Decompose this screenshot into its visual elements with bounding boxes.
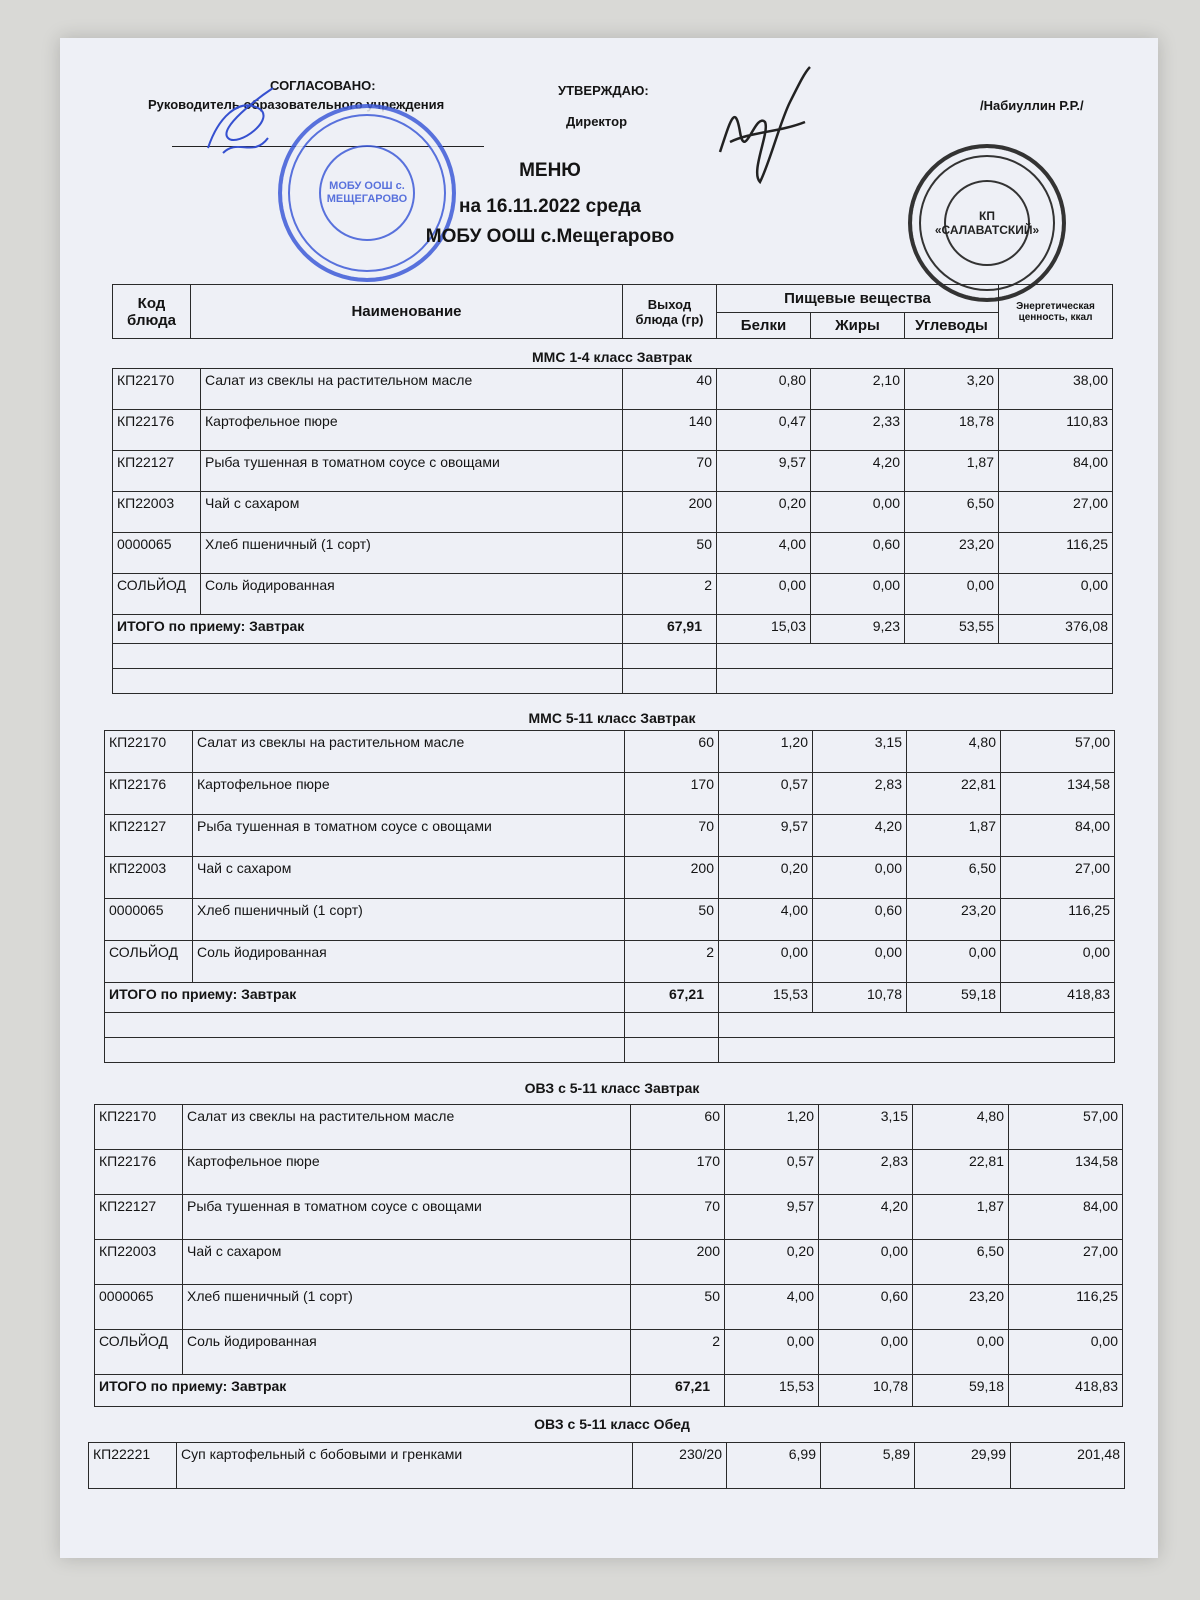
- col-energy: Энергетическая ценность, ккал: [999, 285, 1113, 339]
- menu-sheet: [60, 38, 1158, 1558]
- total-carbs: 59,18: [907, 983, 1001, 1013]
- dish-fat: 3,15: [813, 731, 907, 773]
- col-protein: Белки: [717, 313, 811, 339]
- dish-protein: 0,57: [725, 1150, 819, 1195]
- dish-fat: 0,00: [811, 492, 905, 533]
- dish-protein: 0,57: [719, 773, 813, 815]
- table-row: [95, 1330, 1123, 1375]
- dish-name: Картофельное пюре: [193, 773, 625, 815]
- dish-output: 170: [625, 773, 719, 815]
- table-row: [105, 773, 1115, 815]
- total-energy: 376,08: [999, 615, 1113, 644]
- dish-name: Картофельное пюре: [183, 1150, 631, 1195]
- total-row: [95, 1375, 1123, 1407]
- column-header-table: [112, 284, 1113, 339]
- dish-energy: 0,00: [1009, 1330, 1123, 1375]
- table-row: [113, 574, 1113, 615]
- company-stamp: [908, 144, 1066, 302]
- dish-protein: 1,20: [725, 1105, 819, 1150]
- agreed-label: СОГЛАСОВАНО:: [270, 78, 376, 93]
- dish-code: КП22127: [105, 815, 193, 857]
- section-title: ОВЗ с 5-11 класс Обед: [534, 1416, 690, 1432]
- dish-name: Рыба тушенная в томатном соусе с овощами: [193, 815, 625, 857]
- dish-carbs: 4,80: [907, 731, 1001, 773]
- approver-name: /Набиуллин Р.Р./: [980, 98, 1084, 113]
- dish-protein: 4,00: [719, 899, 813, 941]
- dish-carbs: 6,50: [913, 1240, 1009, 1285]
- dish-protein: 0,00: [717, 574, 811, 615]
- dish-code: КП22176: [105, 773, 193, 815]
- menu-table-section-1: [112, 368, 1113, 694]
- school-name: МОБУ ООШ с.Мещегарово: [425, 226, 675, 247]
- dish-carbs: 23,20: [913, 1285, 1009, 1330]
- dish-code: КП22003: [113, 492, 201, 533]
- blue-signature: [198, 78, 288, 168]
- menu-table-section-2: [104, 730, 1115, 1063]
- dish-name: Хлеб пшеничный (1 сорт): [193, 899, 625, 941]
- dish-output: 170: [631, 1150, 725, 1195]
- dish-carbs: 0,00: [907, 941, 1001, 983]
- blank-row: [105, 1038, 1115, 1063]
- dish-output: 60: [625, 731, 719, 773]
- dish-output: 2: [625, 941, 719, 983]
- blank-row: [105, 1013, 1115, 1038]
- total-carbs: 53,55: [905, 615, 999, 644]
- dish-energy: 38,00: [999, 369, 1113, 410]
- dish-protein: 1,20: [719, 731, 813, 773]
- table-row: [105, 815, 1115, 857]
- table-row: [95, 1240, 1123, 1285]
- dish-energy: 116,25: [999, 533, 1113, 574]
- col-nutrients: Пищевые вещества: [717, 285, 999, 313]
- total-label: ИТОГО по приему: Завтрак: [113, 615, 623, 644]
- col-code: Код блюда: [113, 285, 191, 339]
- dish-carbs: 1,87: [905, 451, 999, 492]
- school-stamp-text: МОБУ ООШ с. МЕЩЕГАРОВО: [326, 180, 408, 205]
- dish-energy: 0,00: [1001, 941, 1115, 983]
- dish-name: Соль йодированная: [193, 941, 625, 983]
- total-output: 67,21: [631, 1375, 725, 1407]
- dish-carbs: 22,81: [913, 1150, 1009, 1195]
- dish-output: 2: [631, 1330, 725, 1375]
- dish-name: Соль йодированная: [183, 1330, 631, 1375]
- dish-protein: 0,80: [717, 369, 811, 410]
- dish-energy: 27,00: [1001, 857, 1115, 899]
- dish-carbs: 1,87: [907, 815, 1001, 857]
- dish-name: Рыба тушенная в томатном соусе с овощами: [183, 1195, 631, 1240]
- dish-name: Картофельное пюре: [201, 410, 623, 451]
- dish-name: Суп картофельный с бобовыми и гренками: [177, 1443, 633, 1489]
- dish-carbs: 23,20: [905, 533, 999, 574]
- dish-protein: 0,00: [719, 941, 813, 983]
- col-carbs: Углеводы: [905, 313, 999, 339]
- dish-output: 50: [625, 899, 719, 941]
- dish-code: КП22176: [113, 410, 201, 451]
- dish-name: Соль йодированная: [201, 574, 623, 615]
- dish-output: 140: [623, 410, 717, 451]
- dish-output: 70: [625, 815, 719, 857]
- dish-energy: 57,00: [1001, 731, 1115, 773]
- dish-fat: 0,00: [819, 1240, 913, 1285]
- dish-carbs: 0,00: [913, 1330, 1009, 1375]
- dish-name: Чай с сахаром: [201, 492, 623, 533]
- dish-fat: 5,89: [821, 1443, 915, 1489]
- dish-fat: 4,20: [811, 451, 905, 492]
- menu-table-section-3: [94, 1104, 1123, 1407]
- table-row: [113, 369, 1113, 410]
- dish-fat: 4,20: [813, 815, 907, 857]
- dish-name: Салат из свеклы на растительном масле: [193, 731, 625, 773]
- dish-protein: 0,47: [717, 410, 811, 451]
- menu-table-section-4: [88, 1442, 1125, 1489]
- approve-role: Директор: [566, 114, 628, 129]
- dish-fat: 0,60: [819, 1285, 913, 1330]
- dish-energy: 84,00: [1009, 1195, 1123, 1240]
- dish-energy: 84,00: [999, 451, 1113, 492]
- dish-fat: 2,33: [811, 410, 905, 451]
- table-row: [105, 731, 1115, 773]
- col-output: Выход блюда (гр): [623, 285, 717, 339]
- dish-energy: 201,48: [1011, 1443, 1125, 1489]
- table-row: [95, 1105, 1123, 1150]
- dish-protein: 9,57: [717, 451, 811, 492]
- table-row: [113, 410, 1113, 451]
- dish-fat: 2,10: [811, 369, 905, 410]
- total-protein: 15,53: [719, 983, 813, 1013]
- dish-protein: 0,20: [717, 492, 811, 533]
- total-fat: 9,23: [811, 615, 905, 644]
- dish-output: 70: [631, 1195, 725, 1240]
- dish-carbs: 23,20: [907, 899, 1001, 941]
- table-row: [95, 1285, 1123, 1330]
- total-fat: 10,78: [813, 983, 907, 1013]
- dish-carbs: 0,00: [905, 574, 999, 615]
- dish-code: КП22176: [95, 1150, 183, 1195]
- dish-code: КП22221: [89, 1443, 177, 1489]
- dish-fat: 0,00: [811, 574, 905, 615]
- dish-protein: 9,57: [725, 1195, 819, 1240]
- dish-name: Рыба тушенная в томатном соусе с овощами: [201, 451, 623, 492]
- section-title: ММС 5-11 класс Завтрак: [528, 710, 696, 726]
- dish-fat: 2,83: [813, 773, 907, 815]
- dish-energy: 134,58: [1001, 773, 1115, 815]
- menu-date: на 16.11.2022 среда: [458, 196, 641, 217]
- dish-output: 200: [623, 492, 717, 533]
- blank-row: [113, 669, 1113, 694]
- dish-fat: 0,00: [819, 1330, 913, 1375]
- dish-protein: 4,00: [717, 533, 811, 574]
- school-stamp: [278, 104, 456, 282]
- dish-fat: 0,60: [813, 899, 907, 941]
- dish-code: КП22170: [113, 369, 201, 410]
- dish-carbs: 1,87: [913, 1195, 1009, 1240]
- table-row: [95, 1195, 1123, 1240]
- total-protein: 15,03: [717, 615, 811, 644]
- dish-output: 200: [625, 857, 719, 899]
- dish-energy: 0,00: [999, 574, 1113, 615]
- dish-output: 200: [631, 1240, 725, 1285]
- dish-code: КП22003: [95, 1240, 183, 1285]
- total-energy: 418,83: [1009, 1375, 1123, 1407]
- dish-energy: 84,00: [1001, 815, 1115, 857]
- dish-fat: 0,60: [811, 533, 905, 574]
- total-row: [105, 983, 1115, 1013]
- total-carbs: 59,18: [913, 1375, 1009, 1407]
- table-row: [95, 1150, 1123, 1195]
- dish-code: КП22127: [113, 451, 201, 492]
- dish-protein: 0,20: [719, 857, 813, 899]
- dish-name: Хлеб пшеничный (1 сорт): [201, 533, 623, 574]
- dish-energy: 57,00: [1009, 1105, 1123, 1150]
- dish-name: Салат из свеклы на растительном масле: [183, 1105, 631, 1150]
- approve-label: УТВЕРЖДАЮ:: [558, 83, 649, 98]
- total-row: [113, 615, 1113, 644]
- dish-output: 50: [623, 533, 717, 574]
- dish-fat: 2,83: [819, 1150, 913, 1195]
- dish-carbs: 4,80: [913, 1105, 1009, 1150]
- dish-code: СОЛЬЙОД: [95, 1330, 183, 1375]
- dish-code: СОЛЬЙОД: [105, 941, 193, 983]
- dish-output: 70: [623, 451, 717, 492]
- table-row: [89, 1443, 1125, 1489]
- total-energy: 418,83: [1001, 983, 1115, 1013]
- section-title: ММС 1-4 класс Завтрак: [532, 349, 692, 365]
- table-row: [105, 941, 1115, 983]
- total-protein: 15,53: [725, 1375, 819, 1407]
- table-row: [105, 857, 1115, 899]
- table-row: [113, 492, 1113, 533]
- company-stamp-text: КП «САЛАВАТСКИЙ»: [934, 209, 1040, 237]
- director-signature: [710, 62, 820, 192]
- dish-code: КП22127: [95, 1195, 183, 1240]
- dish-carbs: 29,99: [915, 1443, 1011, 1489]
- dish-name: Салат из свеклы на растительном масле: [201, 369, 623, 410]
- dish-energy: 134,58: [1009, 1150, 1123, 1195]
- dish-output: 230/20: [633, 1443, 727, 1489]
- total-output: 67,21: [625, 983, 719, 1013]
- dish-energy: 27,00: [999, 492, 1113, 533]
- table-row: [105, 899, 1115, 941]
- dish-energy: 116,25: [1001, 899, 1115, 941]
- col-fat: Жиры: [811, 313, 905, 339]
- col-name: Наименование: [191, 285, 623, 339]
- total-label: ИТОГО по приему: Завтрак: [105, 983, 625, 1013]
- dish-code: 0000065: [105, 899, 193, 941]
- dish-output: 40: [623, 369, 717, 410]
- blank-row: [113, 644, 1113, 669]
- section-title: ОВЗ с 5-11 класс Завтрак: [524, 1080, 700, 1096]
- dish-name: Хлеб пшеничный (1 сорт): [183, 1285, 631, 1330]
- dish-carbs: 3,20: [905, 369, 999, 410]
- table-row: [113, 451, 1113, 492]
- table-row: [113, 533, 1113, 574]
- agreed-role: Руководитель образовательного учреждения: [148, 97, 445, 112]
- dish-output: 50: [631, 1285, 725, 1330]
- dish-protein: 0,00: [725, 1330, 819, 1375]
- dish-code: КП22170: [105, 731, 193, 773]
- total-label: ИТОГО по приему: Завтрак: [95, 1375, 631, 1407]
- dish-energy: 110,83: [999, 410, 1113, 451]
- dish-protein: 6,99: [727, 1443, 821, 1489]
- dish-output: 60: [631, 1105, 725, 1150]
- dish-fat: 0,00: [813, 941, 907, 983]
- dish-carbs: 22,81: [907, 773, 1001, 815]
- dish-energy: 116,25: [1009, 1285, 1123, 1330]
- dish-code: 0000065: [95, 1285, 183, 1330]
- dish-fat: 0,00: [813, 857, 907, 899]
- dish-name: Чай с сахаром: [193, 857, 625, 899]
- dish-code: КП22003: [105, 857, 193, 899]
- dish-name: Чай с сахаром: [183, 1240, 631, 1285]
- dish-carbs: 6,50: [907, 857, 1001, 899]
- dish-carbs: 6,50: [905, 492, 999, 533]
- dish-protein: 0,20: [725, 1240, 819, 1285]
- dish-protein: 4,00: [725, 1285, 819, 1330]
- dish-carbs: 18,78: [905, 410, 999, 451]
- total-fat: 10,78: [819, 1375, 913, 1407]
- dish-code: КП22170: [95, 1105, 183, 1150]
- page-title: МЕНЮ: [519, 160, 581, 181]
- dish-fat: 4,20: [819, 1195, 913, 1240]
- dish-output: 2: [623, 574, 717, 615]
- dish-code: 0000065: [113, 533, 201, 574]
- dish-protein: 9,57: [719, 815, 813, 857]
- dish-code: СОЛЬЙОД: [113, 574, 201, 615]
- dish-energy: 27,00: [1009, 1240, 1123, 1285]
- dish-fat: 3,15: [819, 1105, 913, 1150]
- total-output: 67,91: [623, 615, 717, 644]
